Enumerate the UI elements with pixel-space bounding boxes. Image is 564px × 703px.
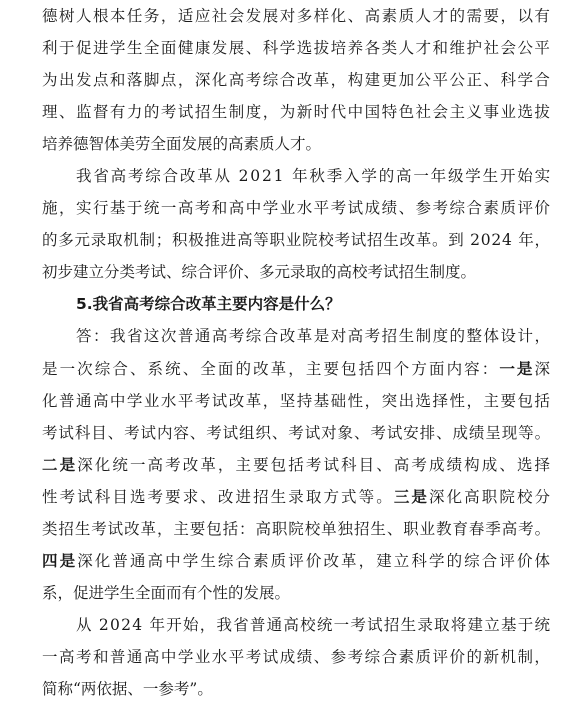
text-run: 利于促进学生全面健康发展、科学选拔培养各类人才和维护社会公平 [42, 39, 552, 57]
text-run: 是一次综合、系统、全面的改革，主要包括四个方面内容： [42, 360, 500, 378]
emphasis-text: 一是 [499, 360, 535, 378]
text-run: 答：我省这次普通高考综合改革是对高考招生制度的整体设计， [76, 327, 552, 345]
emphasis-text: 四是 [42, 552, 78, 570]
text-line [76, 162, 550, 190]
text-run: 深化高职院校分 [429, 488, 553, 506]
text-line-content [42, 643, 551, 671]
text-line [42, 34, 550, 62]
text-line-content [42, 355, 552, 383]
text-line [42, 387, 550, 415]
text-line [42, 675, 550, 703]
emphasis-text: 三是 [393, 488, 429, 506]
text-run: 德树人根本任务，适应社会发展对多样化、高素质人才的需要，以有 [42, 7, 552, 25]
text-line [42, 643, 550, 671]
text-line [42, 419, 550, 447]
text-run: 理、监督有力的考试招生制度，为新时代中国特色社会主义事业选拔 [42, 103, 552, 121]
text-run: 系，促进学生全面而有个性的发展。 [42, 584, 291, 602]
text-line [42, 547, 553, 575]
text-run: 一高考和普通高中学业水平考试成绩、参考综合素质评价的新机制， [42, 648, 552, 666]
text-line-content [42, 547, 552, 575]
text-line [76, 611, 550, 639]
text-line-content [42, 579, 290, 607]
text-run: 类招生考试改革，主要包括：高职院校单独招生、职业教育春季高考。 [42, 520, 552, 538]
text-line [42, 483, 553, 511]
text-run: 化普通高中学业水平考试改革，坚持基础性，突出选择性，主要包括 [42, 392, 552, 410]
text-run: 深化统一高考改革，主要包括考试科目、高考成绩构成、选择 [77, 456, 553, 474]
text-line [42, 515, 550, 543]
text-run: 从 2024 年开始，我省普通高校统一考试招生录取将建立基于统 [76, 616, 552, 634]
text-line-content [42, 258, 476, 286]
text-line-content [42, 66, 551, 94]
text-line-content [76, 611, 551, 639]
text-line-content [42, 98, 551, 126]
text-line [42, 226, 550, 254]
text-run: 我省高考综合改革从 2021 年秋季入学的高一年级学生开始实 [76, 167, 552, 185]
text-line-content [42, 675, 213, 703]
text-line [42, 258, 550, 286]
text-line-content [76, 322, 551, 350]
text-line-content [42, 130, 321, 158]
text-line [42, 66, 550, 94]
text-line-content [42, 194, 551, 222]
text-line-content [42, 387, 551, 415]
text-run: 施，实行基于统一高考和高中学业水平考试成绩、参考综合素质评价 [42, 199, 552, 217]
text-line [42, 451, 553, 479]
text-line [42, 98, 550, 126]
text-line-content [42, 451, 552, 479]
text-line-content [42, 515, 551, 543]
text-run: 性考试科目选考要求、改进招生录取方式等。 [42, 488, 394, 506]
text-run: 培养德智体美劳全面发展的高素质人才。 [42, 135, 322, 153]
text-line-content [42, 483, 552, 511]
text-line [76, 322, 550, 350]
text-line [42, 355, 553, 383]
text-line-content [42, 419, 551, 447]
text-run: 为出发点和落脚点，深化高考综合改革，构建更加公平公正、科学合 [42, 71, 552, 89]
text-line-content [42, 2, 551, 30]
text-line [42, 2, 550, 30]
text-run: 初步建立分类考试、综合评价、多元录取的高校考试招生制度。 [42, 263, 477, 281]
text-line-content [42, 34, 551, 62]
text-line-content [76, 162, 552, 190]
text-line-content [42, 226, 551, 254]
text-run: 考试科目、考试内容、考试组织、考试对象、考试安排、成绩呈现等。 [42, 424, 552, 442]
text-run: 深化普通高中学生综合素质评价改革，建立科学的综合评价体 [77, 552, 553, 570]
text-run: 深 [534, 360, 553, 378]
section-heading [76, 290, 550, 318]
text-line-content [76, 290, 341, 318]
emphasis-text: 二是 [42, 456, 78, 474]
text-run: 的多元录取机制；积极推进高等职业院校考试招生改革。到 2024 年， [42, 231, 551, 249]
text-run: 简称“两依据、一参考”。 [42, 680, 213, 698]
text-line [42, 130, 550, 158]
text-run: 5.我省高考综合改革主要内容是什么？ [76, 295, 341, 313]
text-line [42, 194, 550, 222]
text-line [42, 579, 550, 607]
